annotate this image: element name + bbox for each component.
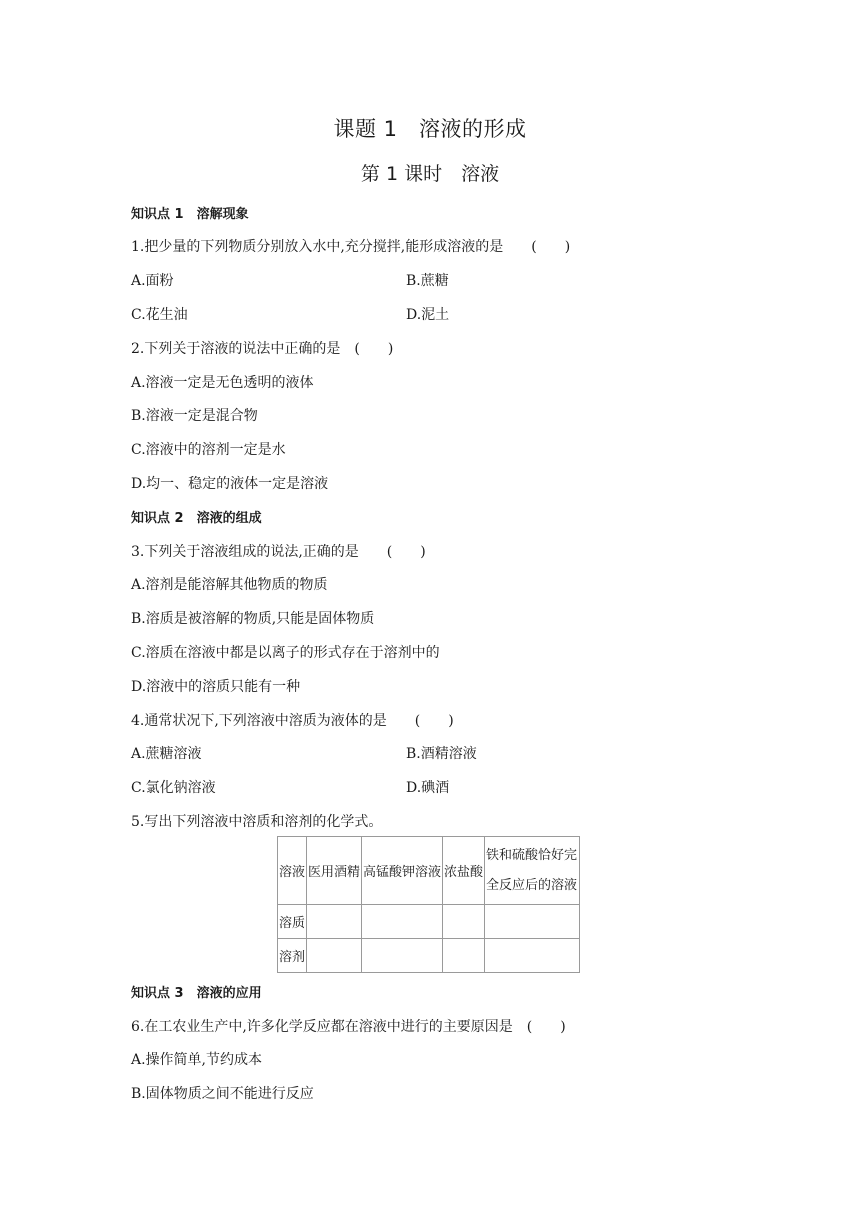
option: B.固体物质之间不能进行反应 xyxy=(131,1086,314,1102)
question-stem: 5.写出下列溶液中溶质和溶剂的化学式。 xyxy=(131,814,383,830)
option: C.花生油 xyxy=(131,307,188,323)
option: B.溶质是被溶解的物质,只能是固体物质 xyxy=(131,611,375,627)
option: B.酒精溶液 xyxy=(406,746,477,762)
option: A.溶液一定是无色透明的液体 xyxy=(131,375,314,391)
answer-cell[interactable] xyxy=(362,939,443,973)
table-header-cell: 医用酒精 xyxy=(307,837,362,905)
option: A.溶剂是能溶解其他物质的物质 xyxy=(131,577,328,593)
table-header-cell: 浓盐酸 xyxy=(443,837,485,905)
answer-cell[interactable] xyxy=(485,905,580,939)
answer-cell[interactable] xyxy=(443,939,485,973)
page-title: 课题 1 溶液的形成 xyxy=(333,117,527,141)
question-stem: 1.把少量的下列物质分别放入水中,充分搅拌,能形成溶液的是 ( ) xyxy=(131,239,571,255)
table-row-label: 溶质 xyxy=(278,905,307,939)
answer-cell[interactable] xyxy=(443,905,485,939)
table-header-cell: 溶液 xyxy=(278,837,307,905)
option: C.氯化钠溶液 xyxy=(131,780,216,796)
question-stem: 3.下列关于溶液组成的说法,正确的是 ( ) xyxy=(131,544,426,560)
answer-table xyxy=(277,836,580,973)
option: D.泥土 xyxy=(406,307,450,323)
page-subtitle: 第 1 课时 溶液 xyxy=(360,163,500,185)
section-heading: 知识点 3 溶液的应用 xyxy=(131,986,262,1001)
option: A.蔗糖溶液 xyxy=(131,746,202,762)
table-header-cell: 铁和硫酸恰好完全反应后的溶液 xyxy=(485,837,580,905)
table-row xyxy=(278,905,580,939)
question-stem: 6.在工农业生产中,许多化学反应都在溶液中进行的主要原因是 ( ) xyxy=(131,1019,566,1035)
answer-cell[interactable] xyxy=(307,939,362,973)
option: C.溶质在溶液中都是以离子的形式存在于溶剂中的 xyxy=(131,645,440,661)
section-heading: 知识点 1 溶解现象 xyxy=(131,207,249,222)
option: B.蔗糖 xyxy=(406,273,449,289)
option: B.溶液一定是混合物 xyxy=(131,408,258,424)
option: D.溶液中的溶质只能有一种 xyxy=(131,679,301,695)
option: D.均一、稳定的液体一定是溶液 xyxy=(131,476,329,492)
option: A.面粉 xyxy=(131,273,174,289)
option: A.操作简单,节约成本 xyxy=(131,1052,263,1068)
table-header-cell: 高锰酸钾溶液 xyxy=(362,837,443,905)
section-heading: 知识点 2 溶液的组成 xyxy=(131,511,262,526)
question-stem: 4.通常状况下,下列溶液中溶质为液体的是 ( ) xyxy=(131,713,454,729)
question-stem: 2.下列关于溶液的说法中正确的是 ( ) xyxy=(131,341,394,357)
option: C.溶液中的溶剂一定是水 xyxy=(131,442,286,458)
answer-cell[interactable] xyxy=(362,905,443,939)
option: D.碘酒 xyxy=(406,780,450,796)
answer-cell[interactable] xyxy=(307,905,362,939)
answer-cell[interactable] xyxy=(485,939,580,973)
table-row-label: 溶剂 xyxy=(278,939,307,973)
table-row xyxy=(278,939,580,973)
